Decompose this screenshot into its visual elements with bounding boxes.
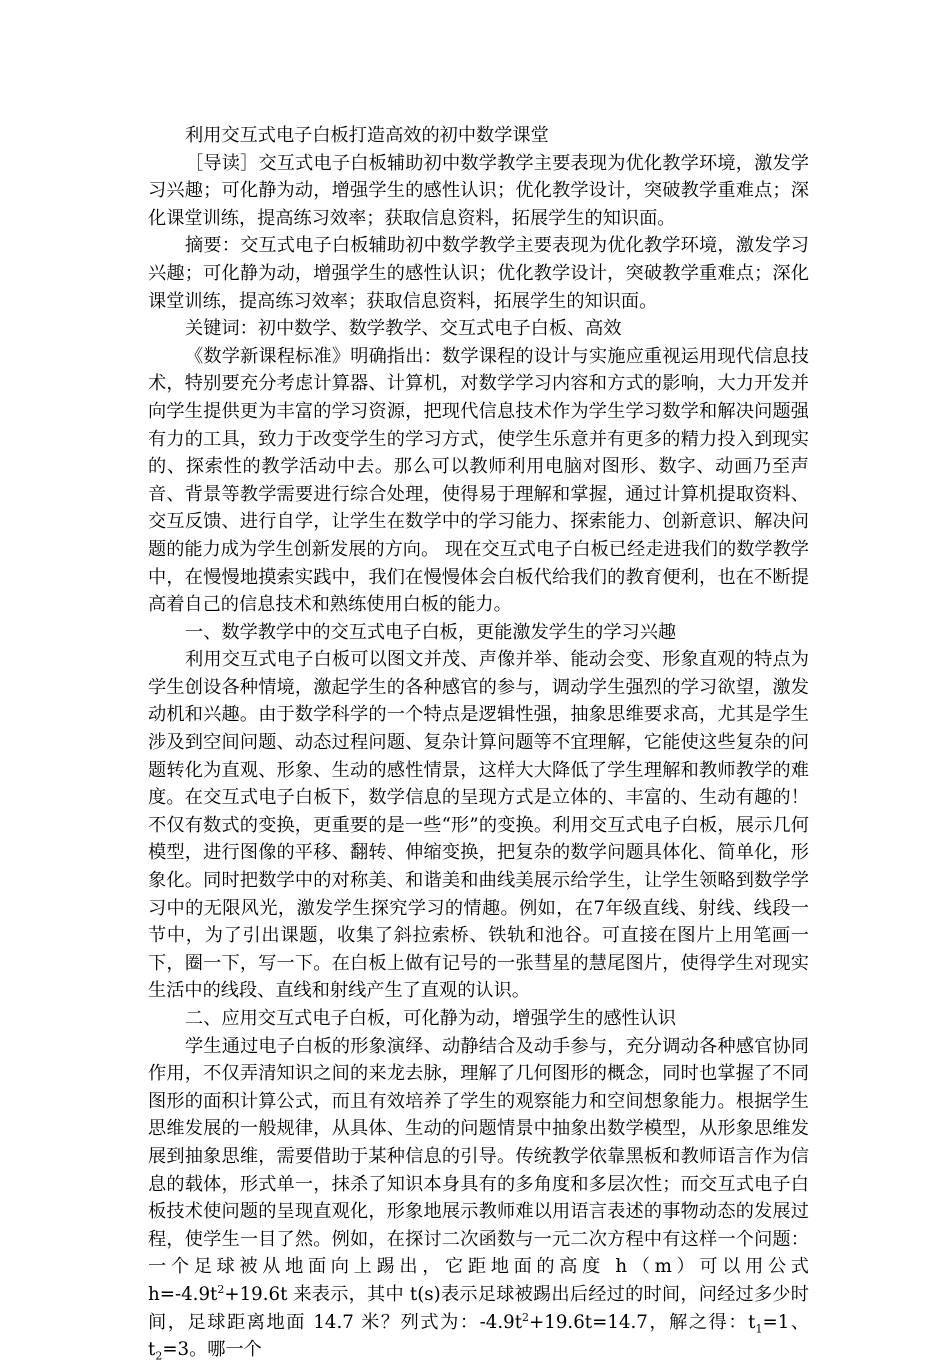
subscript-1: 1: [755, 1322, 763, 1336]
section1-body: 利用交互式电子白板可以图文并茂、声像并举、能动会变、形象直观的特点为学生创设各种情境，激起学生的各种感官的参与，调动学生强烈的学习欲望，激发动机和兴趣。由于数学科学的一个特点是逻辑性强，抽象思维要求高，尤其是学生涉及到空间问题、动态过程问题、复杂计算问题等不宜理解，它能使这些复杂的问题转化为直观、形象、生动的感性情景，这样大大降低了学生理解和教师教学的难度。在交互式电子白板下，数学信息的呈现方式是立体的、丰富的、生动有趣的！不仅有数式的变换，更重要的是一些“形”的变换。利用交互式电子白板，展示几何模型，进行图像的平移、翻转、伸缩变换，把复杂的数学问题具体化、简单化，形象化。同时把数学中的对称美、和谐美和曲线美展示给学生，让学生领略到数学学习中的无限风光，激发学生探究学习的情趣。例如，在7年级直线、射线、线段一节中，为了引出课题，收集了斜拉索桥、铁轨和池谷。可直接在图片上用笔画一下，圈一下，写一下。在白板上做有记号的一张彗星的慧尾图片，使得学生对现实生活中的线段、直线和射线产生了直观的认识。: [148, 649, 809, 1002]
superscript-2: 2: [217, 1282, 225, 1296]
document-page: [148, 122, 809, 1364]
section2-heading: 二、应用交互式电子白板，可化静为动，增强学生的感性认识: [185, 1008, 677, 1029]
section1-heading: 一、数学教学中的交互式电子白板，更能激发学生的学习兴趣: [185, 621, 677, 643]
section2-text-a: 学生通过电子白板的形象演绎、动静结合及动手参与，充分调动各种感官协同作用，不仅弄清知识之间的来龙去脉，理解了几何图形的概念，同时也掌握了不同图形的面积计算公式，而且有效培养了学生的观察能力和空间想象能力。根据学生思维发展的一般规律，从具体、生动的问题情景中抽象出数学模型，从形象思维发展到抽象思维，需要借助于某种信息的引导。传统教学依靠黑板和教师语言作为信息的载体，形式单一，抹杀了知识本身具有的多角度和多层次性；而交互式电子白板技术使问题的呈现直观化，形象地展示教师难以用语言表述的事物动态的发展过程，使学生一目了然。例如，在探讨二次函数与一元二次方程中有这样一个问题：一个足球被从地面向上踢出，它距地面的高度 h（m）可以用公式 h=-4.9t: [148, 1035, 809, 1305]
section2-text-b: +19.6t 来表示，其中 t(s)表示足球被踢出后经过的时间，问经过多少时间，足球距离地面 14.7 米？列式为：-4.9t: [148, 1283, 809, 1333]
section2-body: [148, 1033, 809, 1364]
subscript-2: 2: [155, 1349, 163, 1363]
document-title: 利用交互式电子白板打造高效的初中数学课堂: [185, 125, 549, 146]
section2-text-e: =3。哪一个: [162, 1339, 262, 1361]
keywords-paragraph: 关键词：初中数学、数学教学、交互式电子白板、高效: [185, 318, 622, 340]
section2-text-d: =1、t: [148, 1311, 810, 1361]
lead-paragraph: ［导读］交互式电子白板辅助初中数学教学主要表现为优化教学环境，激发学习兴趣；可化静为动，增强学生的感性认识；优化教学设计，突破教学重难点；深化课堂训练，提高练习效率；获取信息资料，拓展学生的知识面。: [148, 152, 809, 229]
section2-text-c: +19.6t=14.7，解之得：t: [529, 1311, 756, 1333]
abstract-paragraph: 摘要：交互式电子白板辅助初中数学教学主要表现为优化教学环境，激发学习兴趣；可化静为动，增强学生的感性认识；优化教学设计，突破教学重难点；深化课堂训练，提高练习效率；获取信息资料，拓展学生的知识面。: [148, 235, 809, 312]
superscript-2b: 2: [522, 1310, 530, 1324]
intro-paragraph: 《数学新课程标准》明确指出：数学课程的设计与实施应重视运用现代信息技术，特别要充分考虑计算器、计算机，对数学学习内容和方式的影响，大力开发并向学生提供更为丰富的学习资源，把现代信息技术作为学生学习数学和解决问题强有力的工具，致力于改变学生的学习方式，使学生乐意并有更多的精力投入到现实的、探索性的教学活动中去。那么可以教师利用电脑对图形、数字、动画乃至声音、背景等教学需要进行综合处理，使得易于理解和掌握，通过计算机提取资料、交互反馈、进行自学，让学生在数学中的学习能力、探索能力、创新意识、解决问题的能力成为学生创新发展的方向。 现在交互式电子白板已经走进我们的数学教学中，在慢慢地摸索实践中，我们在慢慢体会白板代给我们的教育便利，也在不断提高着自己的信息技术和熟练使用白板的能力。: [148, 345, 809, 616]
